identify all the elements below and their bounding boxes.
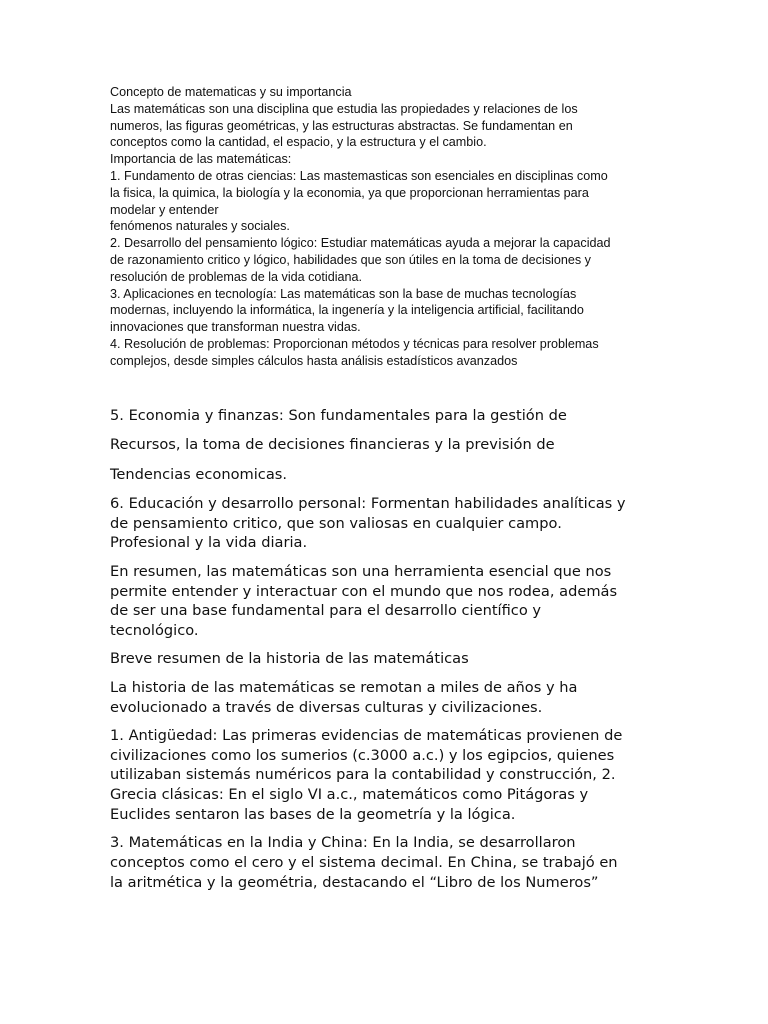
text-line: utilizaban sistemás numéricos para la contabilidad y construcción, 2. [110, 766, 616, 784]
paragraph-india-china [110, 833, 670, 892]
text-line: complejos, desde simples cálculos hasta análisis estadísticos avanzados [110, 353, 518, 368]
text-line: La historia de las matemáticas se remotan a miles de años y ha [110, 678, 578, 696]
text-line: Recursos, la toma de decisiones financieras y la previsión de [110, 436, 555, 454]
text-line: modernas, incluyendo la informática, la ingenería y la inteligencia artificial, facilitando [110, 303, 584, 318]
text-line: permite entender y interactuar con el mundo que nos rodea, además [110, 582, 618, 600]
text-line: la fisica, la quimica, la biología y la economia, ya que proporcionan herramientas para [110, 185, 589, 200]
paragraph-historia [110, 678, 670, 718]
text-line: numeros, las figuras geométricas, y las estructuras abstractas. Se fundamentan en [110, 118, 573, 133]
text-line: Grecia clásicas: En el siglo VI a.c., matemáticos como Pitágoras y [110, 786, 589, 804]
paragraph-recursos [110, 435, 670, 455]
text-line: civilizaciones como los sumerios (c.3000 a.c.) y los egipcios, quienes [110, 746, 615, 764]
text-line: 1. Antigüedad: Las primeras evidencias de matemáticas provienen de [110, 726, 623, 744]
text-line: Profesional y la vida diaria. [110, 534, 308, 552]
text-line: de razonamiento critico y lógico, habilidades que son útiles en la toma de decisiones y [110, 252, 591, 267]
paragraph-educacion [110, 494, 670, 553]
text-line: de pensamiento critico, que son valiosas en cualquier campo. [110, 514, 562, 532]
paragraph-antiguedad [110, 726, 670, 825]
paragraph-resumen [110, 562, 670, 641]
text-line: modelar y entender [110, 202, 219, 217]
intro-section [110, 84, 670, 370]
text-line: conceptos como la cantidad, el espacio, y la estructura y el cambio. [110, 135, 487, 150]
text-line: conceptos como el cero y el sistema decimal. En China, se trabajó en [110, 854, 618, 872]
continuation-section [110, 406, 670, 893]
text-line: Las matemáticas son una disciplina que estudia las propiedades y relaciones de los [110, 101, 578, 116]
text-line: Tendencias economicas. [110, 465, 288, 483]
text-line: la aritmética y la geométria, destacando el “Libro de los Numeros” [110, 873, 599, 891]
text-line: innovaciones que transforman nuestra vidas. [110, 320, 361, 335]
text-line: resolución de problemas de la vida cotidiana. [110, 269, 363, 284]
text-line: En resumen, las matemáticas son una herramienta esencial que nos [110, 562, 612, 580]
text-line: tecnológico. [110, 622, 199, 640]
text-line: 6. Educación y desarrollo personal: Formentan habilidades analíticas y [110, 494, 626, 512]
history-heading [110, 649, 670, 669]
doc-title: Concepto de matematicas y su importancia [110, 85, 352, 99]
text-line: de ser una base fundamental para el desarrollo científico y [110, 602, 542, 620]
text-line: evolucionado a través de diversas culturas y civilizaciones. [110, 698, 543, 716]
text-line: 4. Resolución de problemas: Proporcionan métodos y técnicas para resolver problemas [110, 336, 599, 351]
text-line: 3. Matemáticas en la India y China: En la India, se desarrollaron [110, 834, 576, 852]
text-line: Breve resumen de la historia de las matemáticas [110, 650, 469, 668]
paragraph-tendencias [110, 465, 670, 485]
section-heading: Importancia de las matemáticas: [110, 152, 292, 167]
text-line: 3. Aplicaciones en tecnología: Las matemáticas son la base de muchas tecnologías [110, 286, 577, 301]
text-line: 5. Economia y finanzas: Son fundamentales para la gestión de [110, 407, 567, 424]
paragraph-economia [110, 406, 670, 426]
text-line: 1. Fundamento de otras ciencias: Las mastemasticas son esenciales en disciplinas como [110, 168, 608, 183]
text-line: 2. Desarrollo del pensamiento lógico: Estudiar matemáticas ayuda a mejorar la capacidad [110, 236, 611, 251]
text-line: fenómenos naturales y sociales. [110, 219, 290, 234]
text-line: Euclides sentaron las bases de la geometría y la lógica. [110, 806, 516, 824]
